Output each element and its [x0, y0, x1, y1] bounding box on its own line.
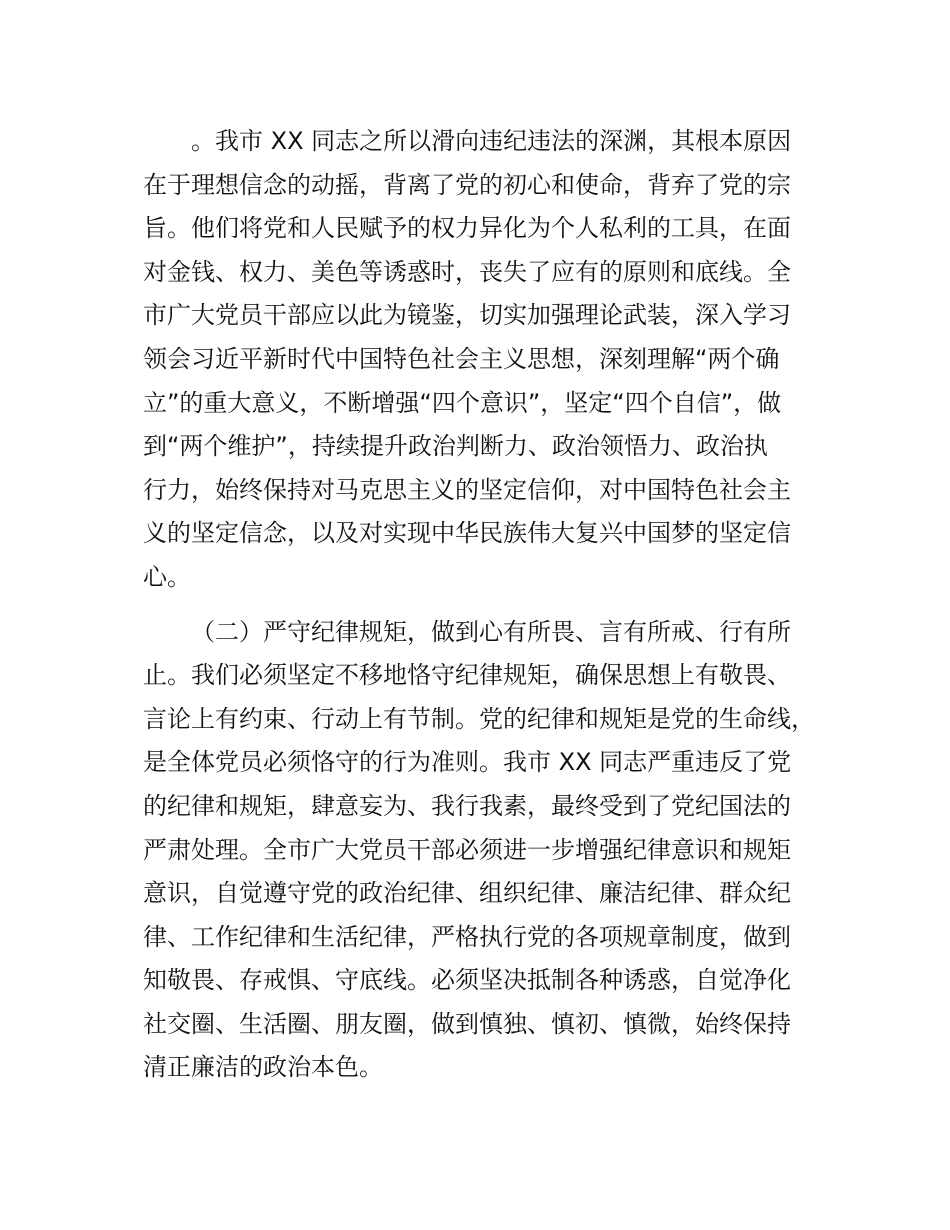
paragraph-line: 领会习近平新时代中国特色社会主义思想，深刻理解“两个确: [143, 344, 780, 373]
paragraph-line: 在于理想信念的动摇，背离了党的初心和使命，背弃了党的宗: [143, 170, 791, 199]
paragraph-line: 社交圈、生活圈、朋友圈，做到慎独、慎初、慎微，始终保持: [143, 1009, 791, 1038]
paragraph-line: 言论上有约束、行动上有节制。党的纪律和规矩是党的生命线，: [143, 704, 815, 733]
paragraph-line: 。我市 XX 同志之所以滑向违纪违法的深渊，其根本原因: [191, 127, 792, 155]
section-heading-line: （二）严守纪律规矩，做到心有所畏、言有所戒、行有所: [191, 617, 791, 646]
paragraph-line: 义的坚定信念，以及对实现中华民族伟大复兴中国梦的坚定信: [143, 519, 791, 548]
paragraph-line: 止。我们必须坚定不移地恪守纪律规矩，确保思想上有敬畏、: [143, 661, 791, 690]
paragraph-line: 是全体党员必须恪守的行为准则。我市 XX 同志严重违反了党: [143, 748, 792, 777]
paragraph-line: 清正廉洁的政治本色。: [143, 1053, 383, 1082]
paragraph-line: 行力，始终保持对马克思主义的坚定信仰，对中国特色社会主: [143, 475, 791, 504]
paragraph-line: 意识，自觉遵守党的政治纪律、组织纪律、廉洁纪律、群众纪: [143, 879, 791, 908]
paragraph-2: [143, 611, 823, 1091]
paragraph-1: [143, 120, 823, 600]
paragraph-line: 严肃处理。全市广大党员干部必须进一步增强纪律意识和规矩: [143, 835, 791, 864]
paragraph-line: 对金钱、权力、美色等诱惑时，丧失了应有的原则和底线。全: [143, 257, 791, 286]
paragraph-line: 到“两个维护”，持续提升政治判断力、政治领悟力、政治执: [143, 432, 768, 461]
paragraph-line: 律、工作纪律和生活纪律，严格执行党的各项规章制度，做到: [143, 922, 791, 951]
paragraph-line: 心。: [143, 562, 191, 591]
paragraph-line: 旨。他们将党和人民赋予的权力异化为个人私利的工具，在面: [143, 214, 791, 243]
document-body: [143, 120, 823, 1090]
paragraph-line: 的纪律和规矩，肆意妄为、我行我素，最终受到了党纪国法的: [143, 791, 791, 820]
paragraph-line: 知敬畏、存戒惧、守底线。必须坚决抵制各种诱惑，自觉净化: [143, 966, 791, 995]
paragraph-spacer: [143, 600, 823, 611]
paragraph-line: 市广大党员干部应以此为镜鉴，切实加强理论武装，深入学习: [143, 301, 791, 330]
paragraph-line: 立”的重大意义，不断增强“四个意识”，坚定“四个自信”，做: [143, 388, 782, 417]
